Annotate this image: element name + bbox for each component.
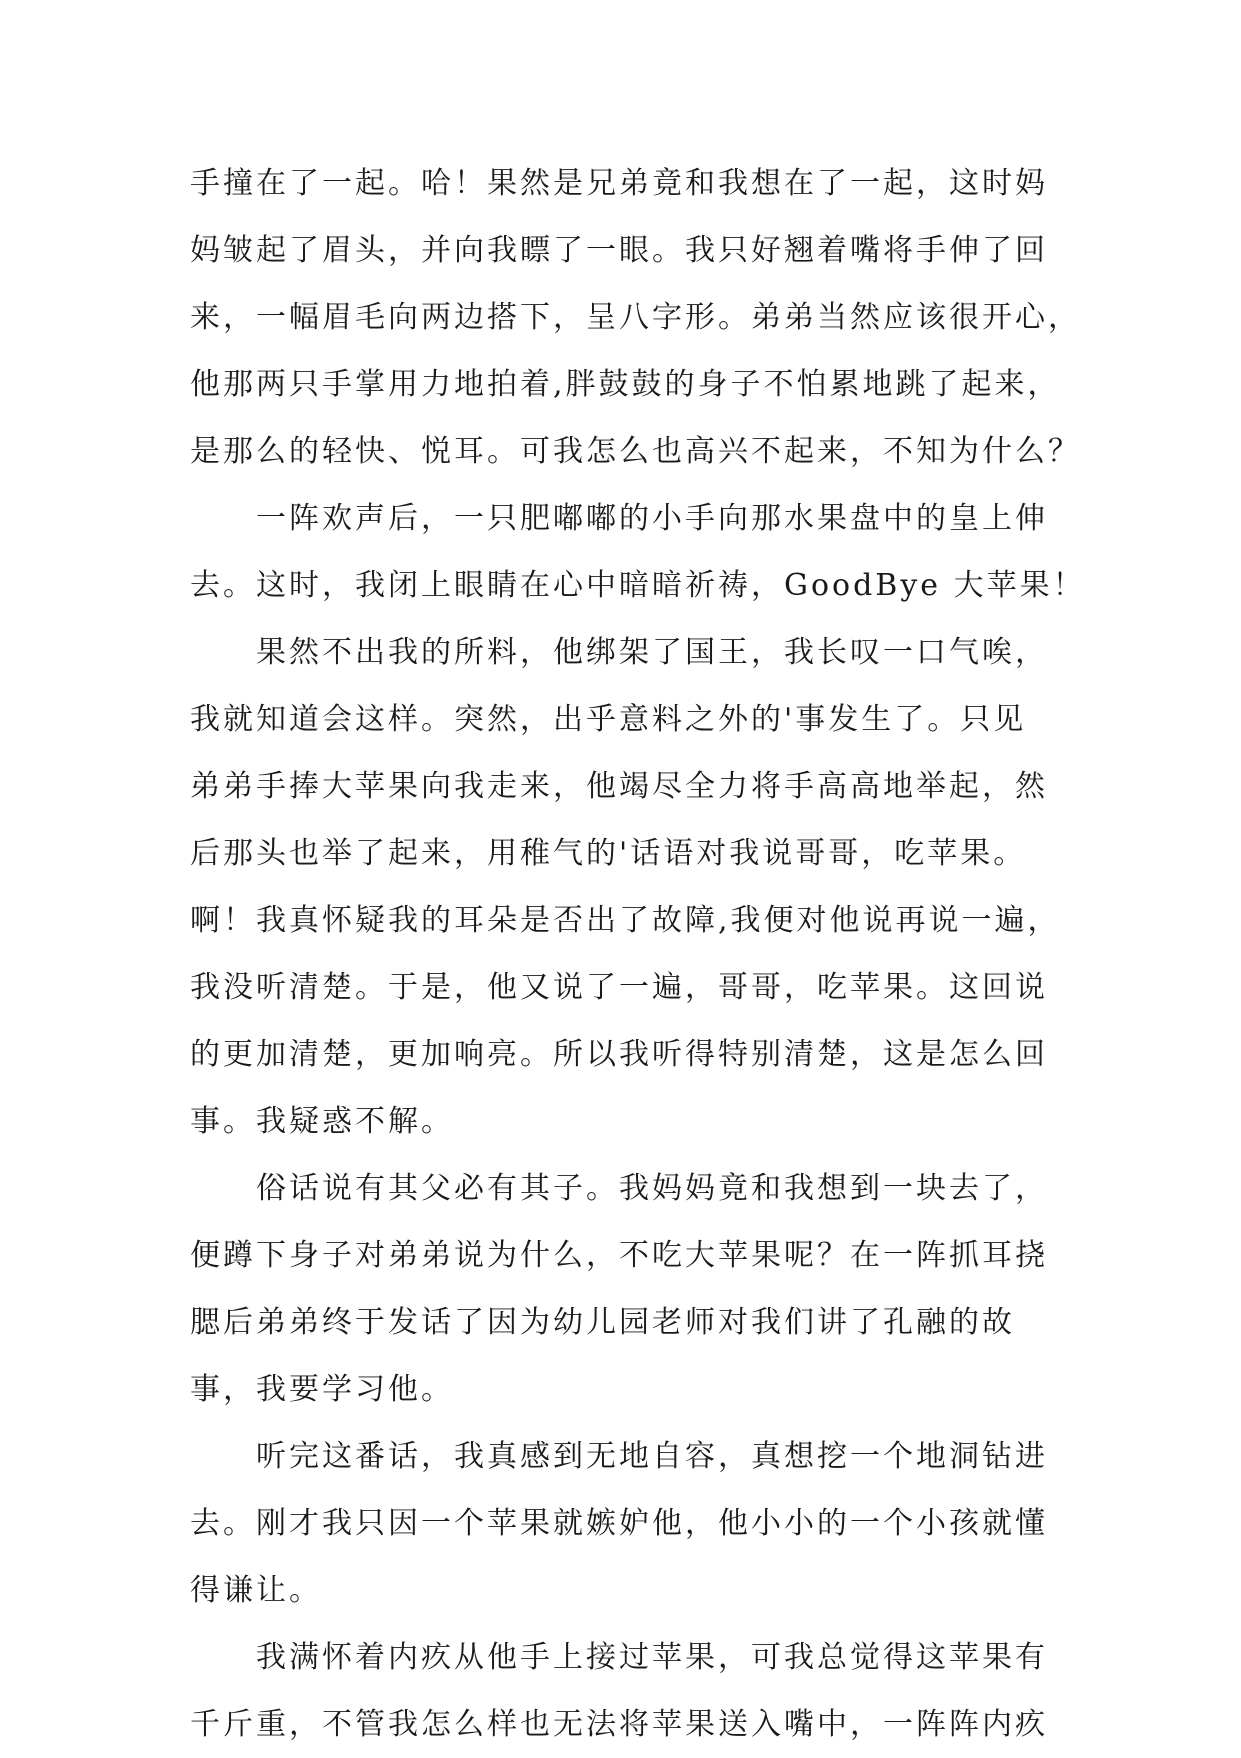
text-line: 他那两只手掌用力地拍着,胖鼓鼓的身子不怕累地跳了起来，	[190, 367, 1061, 402]
text-line: 啊！我真怀疑我的耳朵是否出了故障,我便对他说再说一遍，	[190, 903, 1061, 938]
paragraph-first-line: 听完这番话，我真感到无地自容，真想挖一个地洞钻进	[256, 1439, 1048, 1474]
text-line: 千斤重，不管我怎么样也无法将苹果送入嘴中，一阵阵内疚	[190, 1707, 1048, 1742]
text-line: 的更加清楚，更加响亮。所以我听得特别清楚，这是怎么回	[190, 1037, 1048, 1072]
text-line: 我就知道会这样。突然，出乎意料之外的'事发生了。只见	[190, 702, 1027, 737]
paragraph-first-line: 我满怀着内疚从他手上接过苹果，可我总觉得这苹果有	[256, 1640, 1048, 1675]
paragraph-first-line: 俗话说有其父必有其子。我妈妈竟和我想到一块去了，	[256, 1171, 1048, 1206]
body-text	[190, 150, 1086, 1758]
text-line: 去。这时，我闭上眼睛在心中暗暗祈祷，GoodBye 大苹果！	[190, 568, 1086, 603]
text-line: 来，一幅眉毛向两边搭下，呈八字形。弟弟当然应该很开心，	[190, 300, 1081, 335]
text-line: 得谦让。	[190, 1573, 322, 1608]
text-line: 腮后弟弟终于发话了因为幼儿园老师对我们讲了孔融的故	[190, 1305, 1015, 1340]
text-line: 事，我要学习他。	[190, 1372, 454, 1407]
text-line: 后那头也举了起来，用稚气的'话语对我说哥哥，吃苹果。	[190, 836, 1027, 871]
paragraph-first-line: 一阵欢声后，一只肥嘟嘟的小手向那水果盘中的皇上伸	[256, 501, 1048, 536]
text-line: 手撞在了一起。哈！果然是兄弟竟和我想在了一起，这时妈	[190, 166, 1048, 201]
text-line: 便蹲下身子对弟弟说为什么，不吃大苹果呢？在一阵抓耳挠	[190, 1238, 1048, 1273]
text-line: 去。刚才我只因一个苹果就嫉妒他，他小小的一个小孩就懂	[190, 1506, 1048, 1541]
text-line: 我没听清楚。于是，他又说了一遍，哥哥，吃苹果。这回说	[190, 970, 1048, 1005]
paragraph-first-line: 果然不出我的所料，他绑架了国王，我长叹一口气唉，	[256, 635, 1048, 670]
text-line: 事。我疑惑不解。	[190, 1104, 454, 1139]
text-line: 弟弟手捧大苹果向我走来，他竭尽全力将手高高地举起，然	[190, 769, 1048, 804]
text-line: 是那么的轻快、悦耳。可我怎么也高兴不起来，不知为什么？	[190, 434, 1081, 469]
text-line: 妈皱起了眉头，并向我瞟了一眼。我只好翘着嘴将手伸了回	[190, 233, 1048, 268]
